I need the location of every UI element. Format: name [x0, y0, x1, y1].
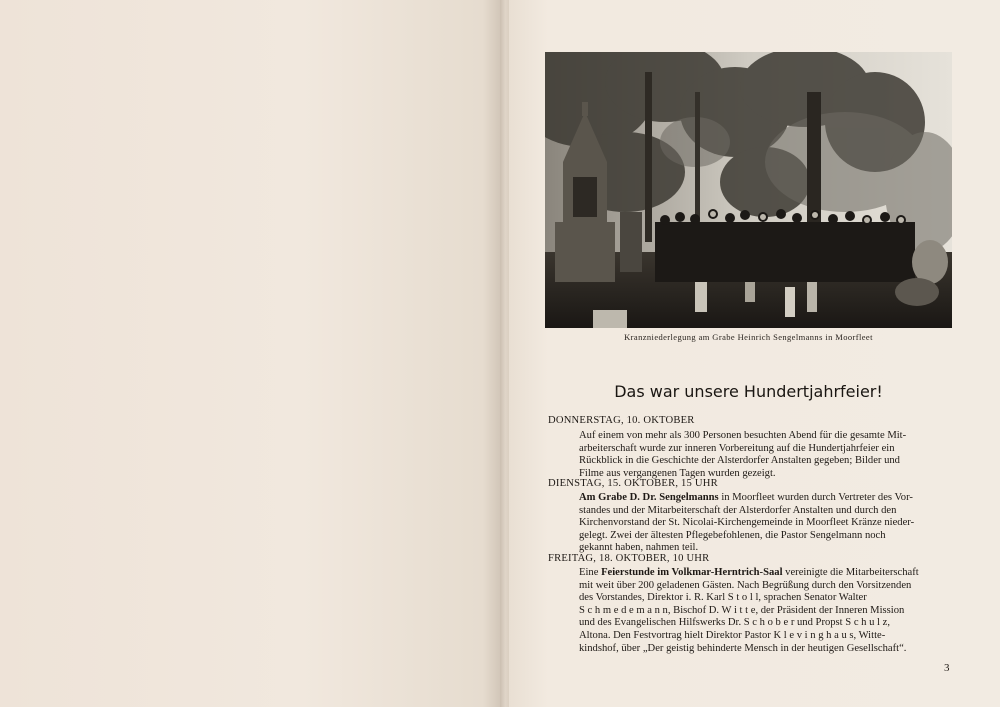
entry-body [579, 492, 952, 555]
entry-line-pre: Eine [579, 567, 602, 578]
article-title: Das war unsere Hundertjahrfeier! [614, 382, 883, 401]
entry-line: Auf einem von mehr als 300 Personen besuchten Abend für die gesamte Mit- [579, 430, 907, 441]
entry-line: arbeiterschaft wurde zur inneren Vorbereitung auf die Hundertjahrfeier ein [579, 442, 895, 454]
entry-line: Kirchenvorstand der St. Nicolai-Kirchengemeinde in Moorfleet Kränze nieder- [579, 517, 915, 529]
entry-line: und des Evangelischen Hilfswerks Dr. S c h o b e r und Propst S c h u l z, [579, 617, 890, 629]
entry-date: DIENSTAG, 15. OKTOBER, 15 UHR [548, 478, 718, 489]
entry-line: gelegt. Zwei der ältesten Pflegebefohlenen, die Pastor Sengelmann noch [579, 529, 886, 541]
entry-line: gekannt haben, nahmen teil. [579, 542, 699, 554]
entry-line: S c h m e d e m a n n, Bischof D. W i t t e, der Präsident der Inneren Mission [579, 604, 905, 616]
entry-line: Altona. Den Festvortrag hielt Direktor Pastor K l e v i n g h a u s, Witte- [579, 629, 886, 641]
page-number: 3 [944, 662, 950, 674]
entry-line: Rückblick in die Geschichte der Alsterdorfer Anstalten gegeben; Bilder und [579, 455, 900, 467]
entry-line: des Vorstandes, Direktor i. R. Karl S t o l l, sprachen Senator Walter [579, 592, 867, 604]
cemetery-photo-illustration [545, 52, 952, 328]
entry-line: kindshof, über „Der geistig behinderte Mensch in der heutigen Gesellschaft“. [579, 642, 907, 654]
entry-line: Filme aus vergangenen Tagen wurden gezeigt. [579, 467, 776, 479]
entry-body [579, 430, 952, 480]
entry-date: FREITAG, 18. OKTOBER, 10 UHR [548, 553, 710, 564]
entry-line: mit weit über 200 geladenen Gästen. Nach Begrüßung durch den Vorsitzenden [579, 579, 912, 591]
entry-date: DONNERSTAG, 10. OKTOBER [548, 415, 695, 426]
entry-line [579, 492, 952, 505]
entry-line: standes und der Mitarbeiterschaft der Alsterdorfer Anstalten und durch den [579, 504, 897, 516]
entry-line-rest: vereinigte die Mitarbeiterschaft [782, 567, 919, 578]
entry-line [579, 567, 952, 580]
entry-bold-lead: Feierstunde im Volkmar-Herntrich-Saal [601, 567, 783, 578]
photo-caption: Kranzniederlegung am Grabe Heinrich Sengelmanns in Moorfleet [624, 332, 873, 342]
entry-line-rest: in Moorfleet wurden durch Vertreter des Vor- [718, 492, 913, 503]
entry-bold-lead: Am Grabe D. Dr. Sengelmanns [579, 492, 719, 503]
entry-body [579, 567, 952, 655]
cemetery-photo [545, 52, 952, 328]
